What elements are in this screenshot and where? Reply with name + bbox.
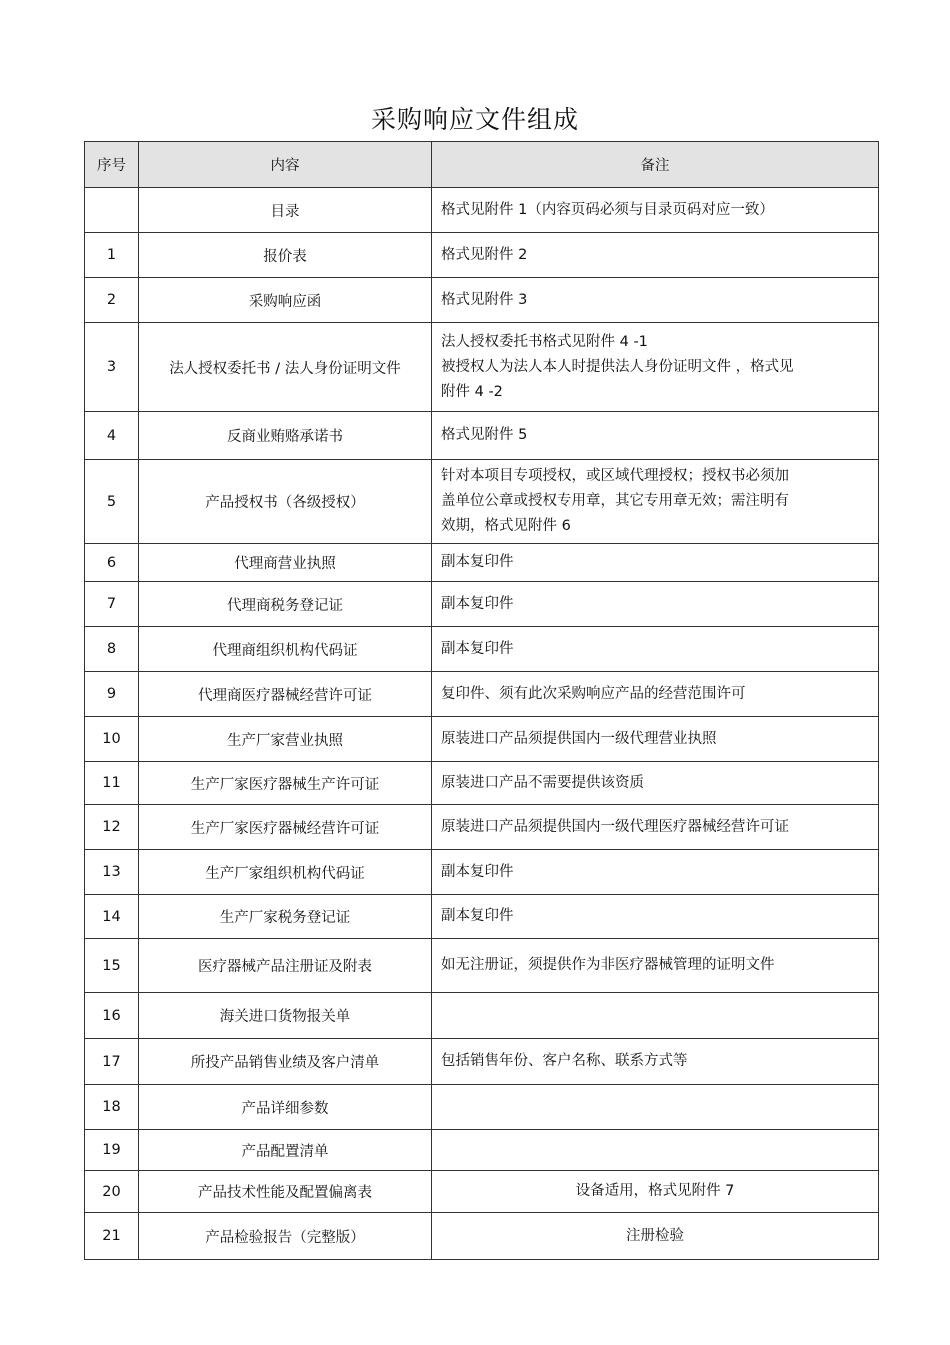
- table-row: [85, 278, 879, 323]
- row-seq: 7: [85, 582, 139, 627]
- table-row: [85, 188, 879, 233]
- row-content: 产品授权书（各级授权）: [139, 460, 432, 544]
- table-row: [85, 895, 879, 939]
- row-note: [432, 188, 879, 233]
- row-note: [432, 582, 879, 627]
- row-content: 海关进口货物报关单: [139, 993, 432, 1039]
- table-row: [85, 762, 879, 805]
- row-note-line: 针对本项目专项授权，或区域代理授权；授权书必须加: [441, 468, 789, 484]
- row-note-line: 法人授权委托书格式见附件 4 -1: [441, 333, 648, 350]
- table-row: [85, 717, 879, 762]
- row-note-line: 设备适用，格式见附件 7: [575, 1183, 735, 1199]
- table-row: [85, 805, 879, 850]
- row-seq: 14: [85, 895, 139, 939]
- table-body: [85, 188, 879, 1260]
- row-note: [432, 939, 879, 993]
- table-row: [85, 672, 879, 717]
- row-note: [432, 1039, 879, 1085]
- row-note-line: 格式见附件 3: [441, 291, 528, 308]
- table-row: [85, 1213, 879, 1260]
- row-note-line: 副本复印件: [441, 640, 514, 657]
- row-seq: 16: [85, 993, 139, 1039]
- row-content: 代理商医疗器械经营许可证: [139, 672, 432, 717]
- row-seq: 8: [85, 627, 139, 672]
- header-note: 备注: [432, 142, 879, 188]
- table-row: [85, 582, 879, 627]
- row-note-line: 包括销售年份、客户名称、联系方式等: [441, 1053, 688, 1069]
- document-table: [84, 141, 879, 1260]
- table-row: [85, 850, 879, 895]
- row-note-line: 附件 4 -2: [441, 383, 503, 400]
- row-content: 产品技术性能及配置偏离表: [139, 1171, 432, 1213]
- header-content: 内容: [139, 142, 432, 188]
- row-seq: 11: [85, 762, 139, 805]
- row-seq: 1: [85, 233, 139, 278]
- row-seq: 4: [85, 412, 139, 460]
- row-note-line: 盖单位公章或授权专用章，其它专用章无效；需注明有: [441, 493, 789, 509]
- row-note: [432, 993, 879, 1039]
- table-row: [85, 939, 879, 993]
- row-content: 反商业贿赂承诺书: [139, 412, 432, 460]
- table-row: [85, 627, 879, 672]
- row-note-line: 格式见附件 2: [441, 246, 528, 263]
- table-row: [85, 1130, 879, 1171]
- row-seq: 6: [85, 544, 139, 582]
- table-row: [85, 323, 879, 412]
- row-note: [432, 323, 879, 412]
- row-note-line: 复印件、须有此次采购响应产品的经营范围许可: [441, 685, 746, 702]
- row-seq: [85, 188, 139, 233]
- row-content: 目录: [139, 188, 432, 233]
- row-seq: 20: [85, 1171, 139, 1213]
- row-content: 医疗器械产品注册证及附表: [139, 939, 432, 993]
- row-seq: 18: [85, 1085, 139, 1130]
- row-note: [432, 805, 879, 850]
- row-content: 生产厂家医疗器械经营许可证: [139, 805, 432, 850]
- row-note: [432, 1213, 879, 1260]
- row-content: 所投产品销售业绩及客户清单: [139, 1039, 432, 1085]
- row-note-line: 格式见附件 1（内容页码必须与目录页码对应一致）: [441, 201, 774, 218]
- row-note-line: 副本复印件: [441, 908, 514, 924]
- row-note: [432, 627, 879, 672]
- table-row: [85, 1039, 879, 1085]
- table-row: [85, 544, 879, 582]
- row-note-line: 格式见附件 5: [441, 427, 528, 443]
- row-content: 产品配置清单: [139, 1130, 432, 1171]
- row-note: [432, 672, 879, 717]
- row-note: [432, 895, 879, 939]
- row-note: [432, 412, 879, 460]
- row-seq: 2: [85, 278, 139, 323]
- row-note: [432, 717, 879, 762]
- row-content: 代理商营业执照: [139, 544, 432, 582]
- row-note-line: 效期，格式见附件 6: [441, 518, 571, 534]
- row-note-line: 被授权人为法人本人时提供法人身份证明文件 ，格式见: [441, 358, 794, 375]
- row-note: [432, 278, 879, 323]
- page-title: 采购响应文件组成: [370, 105, 579, 134]
- row-note: [432, 1171, 879, 1213]
- row-content: 生产厂家组织机构代码证: [139, 850, 432, 895]
- row-seq: 15: [85, 939, 139, 993]
- row-note: [432, 233, 879, 278]
- row-note-line: 如无注册证，须提供作为非医疗器械管理的证明文件: [441, 957, 775, 973]
- table-row: [85, 412, 879, 460]
- row-content: 产品详细参数: [139, 1085, 432, 1130]
- table-row: [85, 460, 879, 544]
- row-note: [432, 1130, 879, 1171]
- row-note-line: 副本复印件: [441, 595, 514, 612]
- row-seq: 19: [85, 1130, 139, 1171]
- row-seq: 10: [85, 717, 139, 762]
- row-note: [432, 544, 879, 582]
- row-seq: 13: [85, 850, 139, 895]
- row-seq: 21: [85, 1213, 139, 1260]
- header-seq: 序号: [85, 142, 139, 188]
- row-seq: 5: [85, 460, 139, 544]
- row-content: 产品检验报告（完整版）: [139, 1213, 432, 1260]
- table-row: [85, 1171, 879, 1213]
- row-note-line: 副本复印件: [441, 863, 514, 880]
- row-content: 采购响应函: [139, 278, 432, 323]
- row-seq: 9: [85, 672, 139, 717]
- row-content: 代理商税务登记证: [139, 582, 432, 627]
- row-content: 生产厂家医疗器械生产许可证: [139, 762, 432, 805]
- table-row: [85, 993, 879, 1039]
- row-content: 生产厂家税务登记证: [139, 895, 432, 939]
- row-note-line: 注册检验: [626, 1227, 684, 1244]
- table-row: [85, 233, 879, 278]
- row-note-line: 原装进口产品不需要提供该资质: [441, 774, 644, 791]
- row-content: 生产厂家营业执照: [139, 717, 432, 762]
- row-seq: 3: [85, 323, 139, 412]
- table-header-row: [85, 142, 879, 188]
- table-row: [85, 1085, 879, 1130]
- row-note-line: 副本复印件: [441, 554, 514, 570]
- row-content: 法人授权委托书 / 法人身份证明文件: [139, 323, 432, 412]
- row-seq: 17: [85, 1039, 139, 1085]
- row-note-line: 原装进口产品须提供国内一级代理营业执照: [441, 730, 717, 747]
- row-note: [432, 1085, 879, 1130]
- row-note-line: 原装进口产品须提供国内一级代理医疗器械经营许可证: [441, 818, 789, 835]
- row-seq: 12: [85, 805, 139, 850]
- row-note: [432, 762, 879, 805]
- row-note: [432, 460, 879, 544]
- row-note: [432, 850, 879, 895]
- row-content: 报价表: [139, 233, 432, 278]
- row-content: 代理商组织机构代码证: [139, 627, 432, 672]
